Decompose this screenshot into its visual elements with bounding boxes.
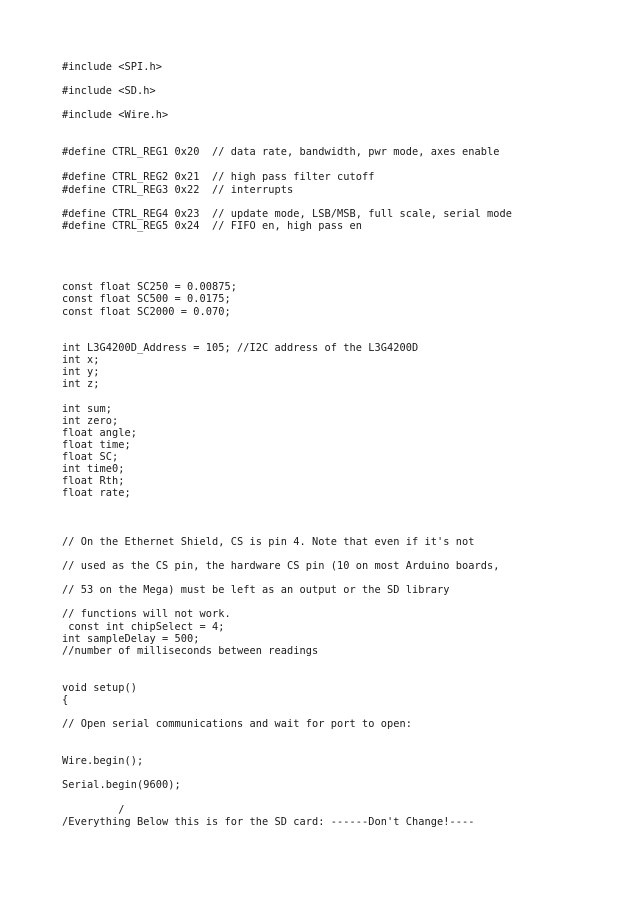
code-line: int y; (62, 366, 100, 378)
code-line: //number of milliseconds between readings (62, 645, 319, 657)
code-line: // used as the CS pin, the hardware CS pin (10 on most Arduino boards, (62, 560, 500, 572)
code-line: int sum; (62, 403, 112, 415)
code-line: Serial.begin(9600); (62, 779, 181, 791)
code-line: int time0; (62, 463, 125, 475)
code-line: int x; (62, 354, 100, 366)
code-line: int sampleDelay = 500; (62, 633, 200, 645)
code-line: #define CTRL_REG2 0x21 // high pass filter cutoff (62, 171, 375, 183)
code-line: #include <SPI.h> (62, 61, 162, 73)
code-line: { (62, 694, 69, 706)
code-line: // On the Ethernet Shield, CS is pin 4. Note that even if it's not (62, 536, 475, 548)
code-line: // functions will not work. (62, 608, 231, 620)
code-line: / (62, 804, 125, 816)
code-line: const float SC2000 = 0.070; (62, 306, 231, 318)
code-line: void setup() (62, 682, 137, 694)
code-line: float rate; (62, 487, 131, 499)
code-line: // Open serial communications and wait for port to open: (62, 718, 412, 730)
code-line: int z; (62, 378, 100, 390)
code-line: float angle; (62, 427, 137, 439)
code-line: float Rth; (62, 475, 125, 487)
code-line: int zero; (62, 415, 119, 427)
code-line: float SC; (62, 451, 119, 463)
code-line: #define CTRL_REG1 0x20 // data rate, bandwidth, pwr mode, axes enable (62, 146, 500, 158)
code-line: #include <Wire.h> (62, 109, 169, 121)
code-line: /Everything Below this is for the SD card: ------Don't Change!---- (62, 816, 475, 828)
code-line: #define CTRL_REG3 0x22 // interrupts (62, 184, 294, 196)
code-line: Wire.begin(); (62, 755, 144, 767)
code-line: int L3G4200D_Address = 105; //I2C address of the L3G4200D (62, 342, 419, 354)
code-line: const float SC250 = 0.00875; (62, 281, 237, 293)
code-line: const int chipSelect = 4; (62, 621, 225, 633)
code-line: const float SC500 = 0.0175; (62, 293, 231, 305)
code-line: // 53 on the Mega) must be left as an output or the SD library (62, 584, 450, 596)
code-line: #define CTRL_REG5 0x24 // FIFO en, high pass en (62, 220, 362, 232)
code-line: float time; (62, 439, 131, 451)
code-line: #include <SD.h> (62, 85, 156, 97)
code-line: #define CTRL_REG4 0x23 // update mode, LSB/MSB, full scale, serial mode (62, 208, 512, 220)
